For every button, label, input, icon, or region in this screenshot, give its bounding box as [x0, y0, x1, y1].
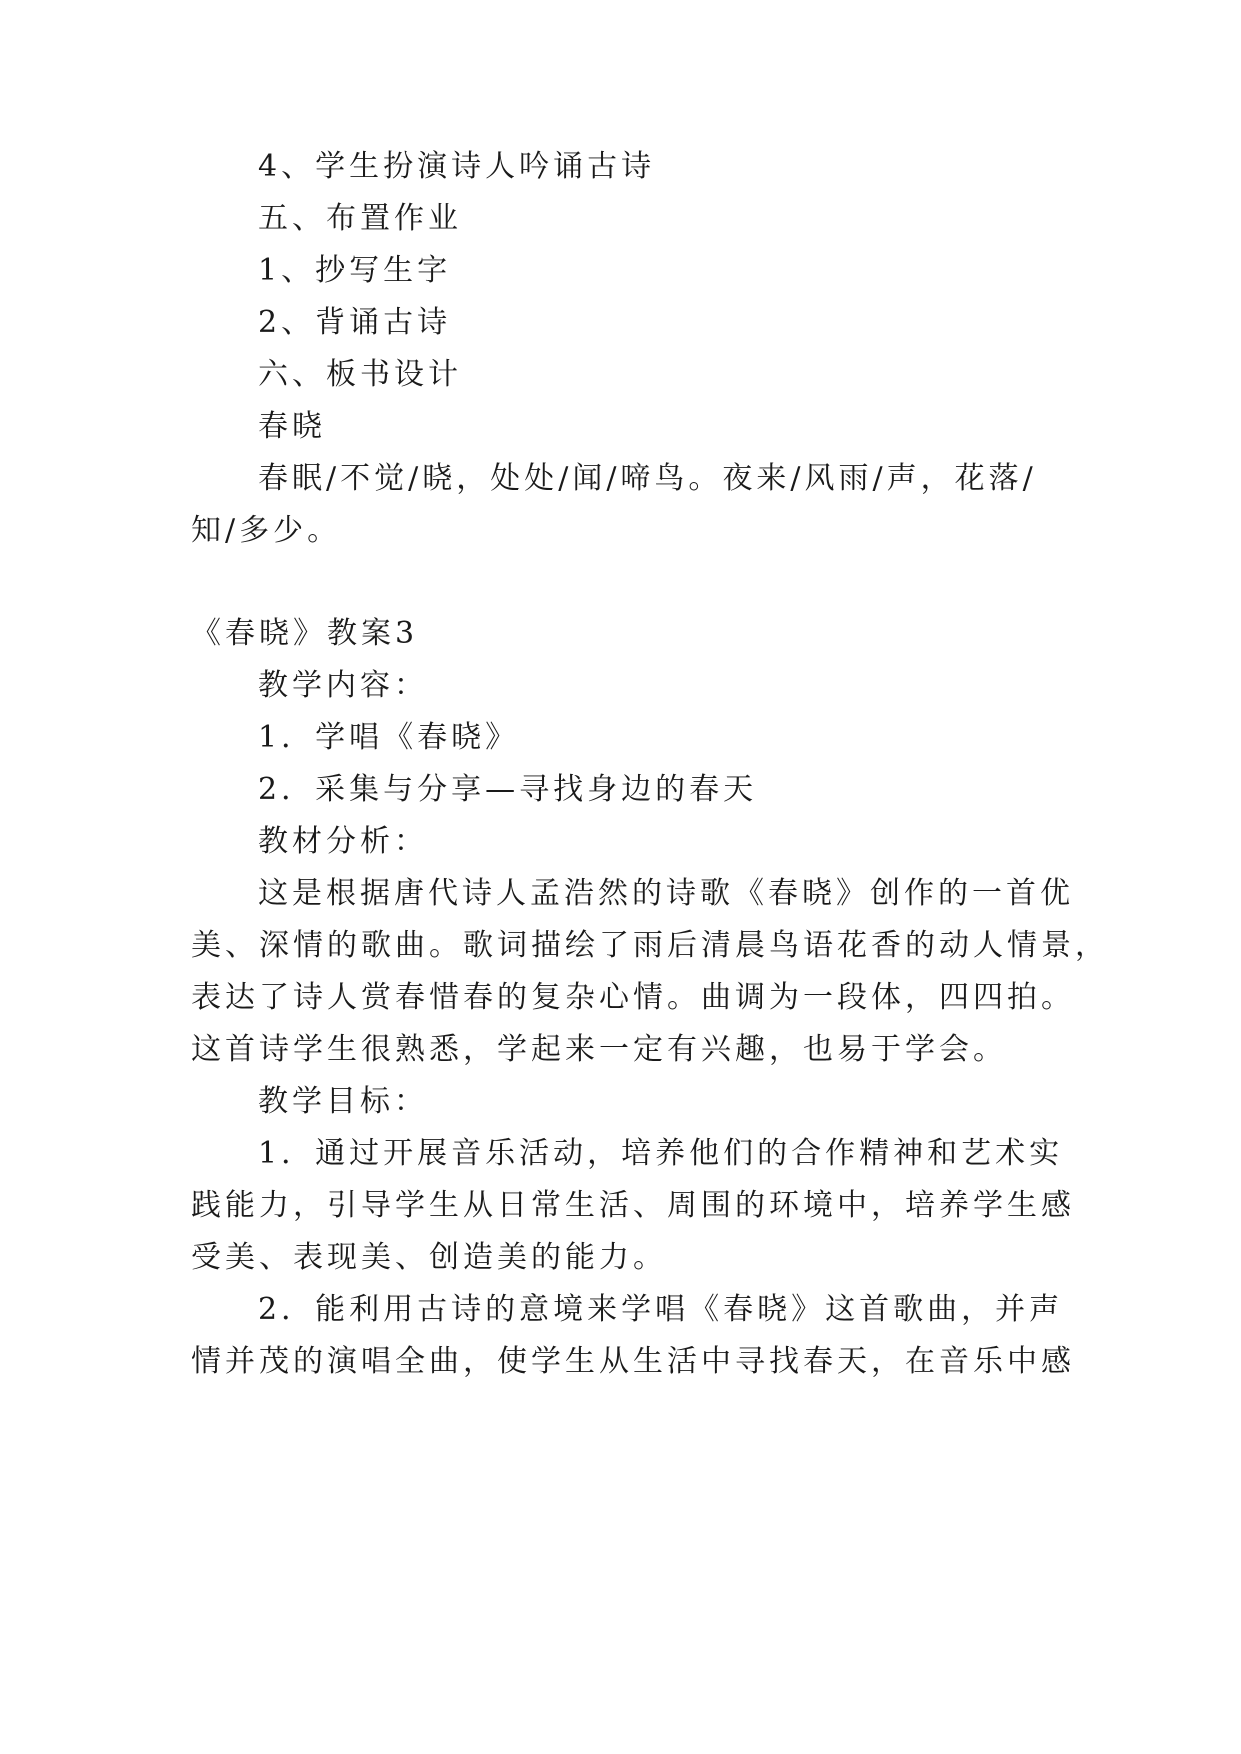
text-line: 受美、表现美、创造美的能力。: [191, 1240, 667, 1275]
text-line: 践能力，引导学生从日常生活、周围的环境中，培养学生感: [191, 1188, 1075, 1223]
text-line: 知/多少。: [191, 513, 342, 548]
text-line: 2．能利用古诗的意境来学唱《春晓》这首歌曲，并声: [258, 1292, 1064, 1327]
text-line: 1．通过开展音乐活动，培养他们的合作精神和艺术实: [258, 1136, 1064, 1171]
text-line: 1．学唱《春晓》: [258, 720, 520, 755]
text-line: 五、布置作业: [258, 201, 462, 236]
text-line: 春晓: [258, 409, 326, 444]
text-line: 这首诗学生很熟悉，学起来一定有兴趣，也易于学会。: [191, 1032, 1007, 1067]
text-line: 情并茂的演唱全曲，使学生从生活中寻找春天，在音乐中感: [191, 1344, 1075, 1379]
text-line: 2．采集与分享—寻找身边的春天: [258, 772, 758, 807]
text-line: 4、学生扮演诗人吟诵古诗: [258, 149, 656, 184]
text-line: 1、抄写生字: [258, 253, 452, 288]
text-line: 2、背诵古诗: [258, 305, 452, 340]
section-title: 《春晓》教案3: [191, 616, 419, 651]
text-line: 教学内容：: [258, 668, 428, 703]
text-line: 这是根据唐代诗人孟浩然的诗歌《春晓》创作的一首优: [258, 876, 1074, 911]
text-line: 教学目标：: [258, 1084, 428, 1119]
text-line: 教材分析：: [258, 824, 428, 859]
text-line: 春眠/不觉/晓，处处/闻/啼鸟。夜来/风雨/声，花落/: [258, 461, 1037, 496]
text-line: 表达了诗人赏春惜春的复杂心情。曲调为一段体，四四拍。: [191, 980, 1075, 1015]
text-line: 美、深情的歌曲。歌词描绘了雨后清晨鸟语花香的动人情景，: [191, 928, 1109, 963]
text-line: 六、板书设计: [258, 357, 462, 392]
